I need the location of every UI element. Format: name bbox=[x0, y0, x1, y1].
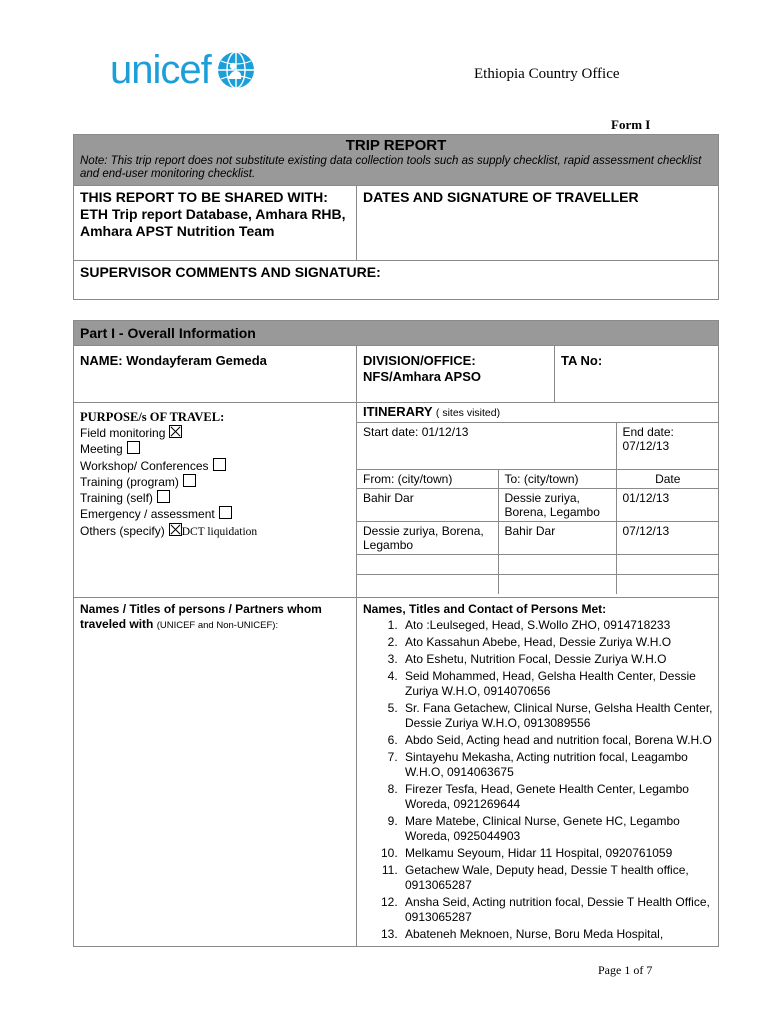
others-label: Others (specify) bbox=[80, 523, 165, 538]
purpose-item bbox=[80, 441, 350, 457]
name-cell bbox=[74, 346, 357, 403]
traveled-with-cell bbox=[74, 598, 357, 947]
trip-report-header bbox=[74, 135, 719, 186]
unicef-globe-icon bbox=[215, 49, 257, 91]
purpose-cell bbox=[74, 403, 357, 598]
person-met-item: 3. Ato Eshetu, Nutrition Focal, Dessie Zuriya W.H.O bbox=[401, 652, 718, 667]
part1-table bbox=[73, 320, 719, 947]
purpose-item bbox=[80, 506, 350, 522]
others-checkbox[interactable] bbox=[169, 523, 182, 536]
person-met-item: 13. Abateneh Meknoen, Nurse, Boru Meda Hospital, bbox=[401, 927, 718, 942]
purpose-checkbox[interactable] bbox=[157, 490, 170, 503]
person-met-item: 11. Getachew Wale, Deputy head, Dessie T health office, 0913065287 bbox=[401, 863, 718, 893]
persons-met-list bbox=[357, 618, 718, 942]
division-value: NFS/Amhara APSO bbox=[363, 369, 481, 384]
person-met-item: 5. Sr. Fana Getachew, Clinical Nurse, Gelsha Health Center, Dessie Zuriya W.H.O, 0913089556 bbox=[401, 701, 718, 731]
itinerary-table bbox=[357, 403, 719, 594]
itinerary-header-to: To: (city/town) bbox=[498, 470, 616, 489]
name-label: NAME: bbox=[80, 353, 123, 368]
purpose-item-label: Training (self) bbox=[80, 491, 153, 506]
ta-label: TA No: bbox=[561, 353, 603, 368]
persons-met-label: Names, Titles and Contact of Persons Met: bbox=[363, 602, 607, 616]
part1-title: Part I - Overall Information bbox=[80, 325, 256, 341]
purpose-item-label: Workshop/ Conferences bbox=[80, 458, 209, 473]
itinerary-row-cell: 07/12/13 bbox=[616, 522, 719, 555]
itinerary-row-cell bbox=[357, 555, 498, 575]
shared-with-value: ETH Trip report Database, Amhara RHB, Amhara APST Nutrition Team bbox=[80, 206, 346, 239]
itinerary-row-cell bbox=[498, 555, 616, 575]
traveller-signature-label: DATES AND SIGNATURE OF TRAVELLER bbox=[363, 189, 639, 205]
division-label: DIVISION/OFFICE: bbox=[363, 353, 476, 368]
purpose-item-label: Meeting bbox=[80, 442, 123, 457]
purpose-others bbox=[80, 523, 350, 540]
purpose-checkbox[interactable] bbox=[169, 425, 182, 438]
trip-report-title: TRIP REPORT bbox=[345, 137, 447, 154]
traveled-with-sub: (UNICEF and Non-UNICEF): bbox=[156, 620, 279, 631]
itinerary-header-date: Date bbox=[616, 470, 719, 489]
form-label: Form I bbox=[611, 117, 651, 132]
itinerary-label: ITINERARY bbox=[363, 404, 433, 419]
person-met-item: 2. Ato Kassahun Abebe, Head, Dessie Zuriya W.H.O bbox=[401, 635, 718, 650]
person-met-item: 1. Ato :Leulseged, Head, S.Wollo ZHO, 0914718233 bbox=[401, 618, 718, 633]
purpose-checkbox[interactable] bbox=[183, 474, 196, 487]
person-met-item: 12. Ansha Seid, Acting nutrition focal, Dessie T Health Office, 0913065287 bbox=[401, 895, 718, 925]
traveled-with-label: Names / Titles of persons / Partners whom traveled with bbox=[80, 602, 322, 631]
end-date: End date: 07/12/13 bbox=[616, 423, 719, 470]
person-met-item: 6. Abdo Seid, Acting head and nutrition focal, Borena W.H.O bbox=[401, 733, 718, 748]
itinerary-row-cell: Bahir Dar bbox=[498, 522, 616, 555]
shared-with-cell bbox=[74, 186, 357, 261]
start-date: Start date: 01/12/13 bbox=[357, 423, 616, 470]
purpose-item-label: Field monitoring bbox=[80, 426, 166, 440]
itinerary-row-cell: 01/12/13 bbox=[616, 489, 719, 522]
name-value: Wondayferam Gemeda bbox=[126, 353, 267, 368]
purpose-label: PURPOSE/s OF TRAVEL: bbox=[80, 410, 225, 424]
purpose-list bbox=[80, 425, 350, 523]
itinerary-row-cell bbox=[357, 575, 498, 595]
purpose-item-label: Training (program) bbox=[80, 474, 179, 489]
itinerary-row-cell bbox=[498, 575, 616, 595]
itinerary-cell bbox=[357, 403, 719, 598]
person-met-item: 4. Seid Mohammed, Head, Gelsha Health Center, Dessie Zuriya W.H.O, 0914070656 bbox=[401, 669, 718, 699]
supervisor-cell bbox=[74, 261, 719, 300]
itinerary-row-cell: Dessie zuriya, Borena, Legambo bbox=[498, 489, 616, 522]
part1-header bbox=[74, 321, 719, 346]
division-cell bbox=[357, 346, 555, 403]
office-name: Ethiopia Country Office bbox=[474, 66, 620, 82]
itinerary-row-cell: Bahir Dar bbox=[357, 489, 498, 522]
purpose-checkbox[interactable] bbox=[127, 441, 140, 454]
shared-with-label: THIS REPORT TO BE SHARED WITH: bbox=[80, 189, 328, 205]
purpose-item-label: Emergency / assessment bbox=[80, 507, 215, 522]
unicef-logo bbox=[110, 45, 280, 95]
person-met-item: 8. Firezer Tesfa, Head, Genete Health Center, Legambo Woreda, 0921269644 bbox=[401, 782, 718, 812]
others-value: DCT liquidation bbox=[181, 525, 258, 538]
purpose-item bbox=[80, 474, 350, 490]
purpose-item bbox=[80, 425, 350, 441]
trip-report-table bbox=[73, 134, 719, 300]
itinerary-sub: ( sites visited) bbox=[435, 407, 501, 419]
itinerary-header-from: From: (city/town) bbox=[357, 470, 498, 489]
ta-cell bbox=[555, 346, 719, 403]
purpose-item bbox=[80, 490, 350, 506]
page-number: Page 1 of 7 bbox=[598, 963, 653, 977]
trip-report-note: Note: This trip report does not substitute existing data collection tools such as supply checklist, rapid assessment checklist and end-user monitoring checklist. bbox=[80, 155, 702, 180]
person-met-item: 7. Sintayehu Mekasha, Acting nutrition focal, Leagambo W.H.O, 0914063675 bbox=[401, 750, 718, 780]
purpose-item bbox=[80, 458, 350, 474]
person-met-item: 10. Melkamu Seyoum, Hidar 11 Hospital, 0920761059 bbox=[401, 846, 718, 861]
supervisor-label: SUPERVISOR COMMENTS AND SIGNATURE: bbox=[80, 264, 381, 280]
person-met-item: 9. Mare Matebe, Clinical Nurse, Genete HC, Legambo Woreda, 0925044903 bbox=[401, 814, 718, 844]
itinerary-row-cell bbox=[616, 555, 719, 575]
persons-met-cell bbox=[357, 598, 719, 947]
purpose-checkbox[interactable] bbox=[213, 458, 226, 471]
purpose-checkbox[interactable] bbox=[219, 506, 232, 519]
itinerary-row-cell: Dessie zuriya, Borena, Legambo bbox=[357, 522, 498, 555]
traveller-signature-cell bbox=[357, 186, 719, 261]
itinerary-row-cell bbox=[616, 575, 719, 595]
logo-text: unicef bbox=[110, 48, 211, 92]
